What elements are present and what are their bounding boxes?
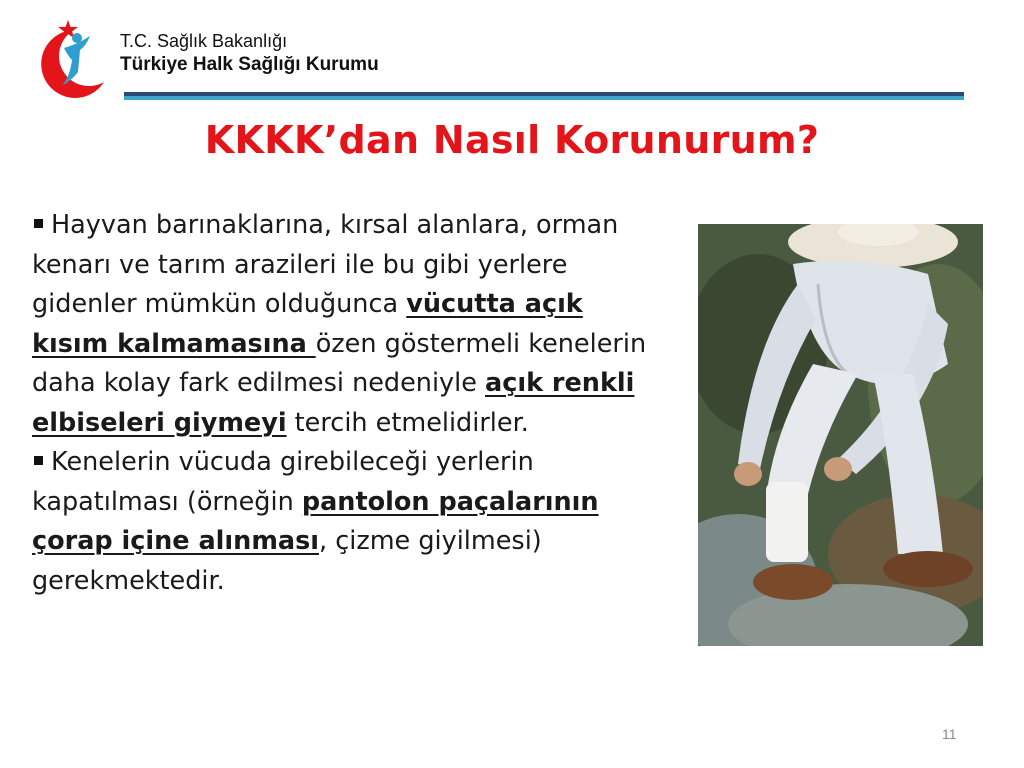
ministry-name: T.C. Sağlık Bakanlığı [120,31,288,51]
photo-tucking-trousers-into-socks [698,224,983,646]
ministry-logo-icon [34,16,112,106]
slide-body [32,206,652,601]
square-bullet-icon [34,456,43,465]
bullet-paragraph-2 [32,443,652,601]
bullet2-text-1: Kenelerin vücuda girebileceği yerlerin kapatılması (örneğin [32,447,534,517]
institution-name: Türkiye Halk Sağlığı Kurumu [120,53,379,75]
bullet1-emphasis-2: açık renkli elbiseleri giymeyi [32,368,635,438]
bullet-paragraph-1 [32,206,652,443]
bullet2-emphasis-1: pantolon paçalarının çorap içine alınması [32,486,599,556]
bullet1-text-2: özen göstermeli kenelerin daha kolay fark edilmesi nedeniyle [32,328,647,398]
bullet1-text-3: tercih etmelidirler. [286,407,529,438]
slide-title: KKKK’dan Nasıl Korunurum? [204,118,820,162]
bullet1-text-1: Hayvan barınaklarına, kırsal alanlara, orman kenarı ve tarım arazileri ile bu gibi yerlere gidenler mümkün olduğunca [32,210,619,319]
page-number: 11 [942,726,957,742]
bullet1-emphasis-1: vücutta açık kısım kalmamasına [32,289,583,359]
header-rule-light [124,96,964,100]
bullet2-text-2: , çizme giyilmesi) gerekmektedir. [32,526,542,596]
organization-name [120,30,379,76]
square-bullet-icon [34,219,43,228]
